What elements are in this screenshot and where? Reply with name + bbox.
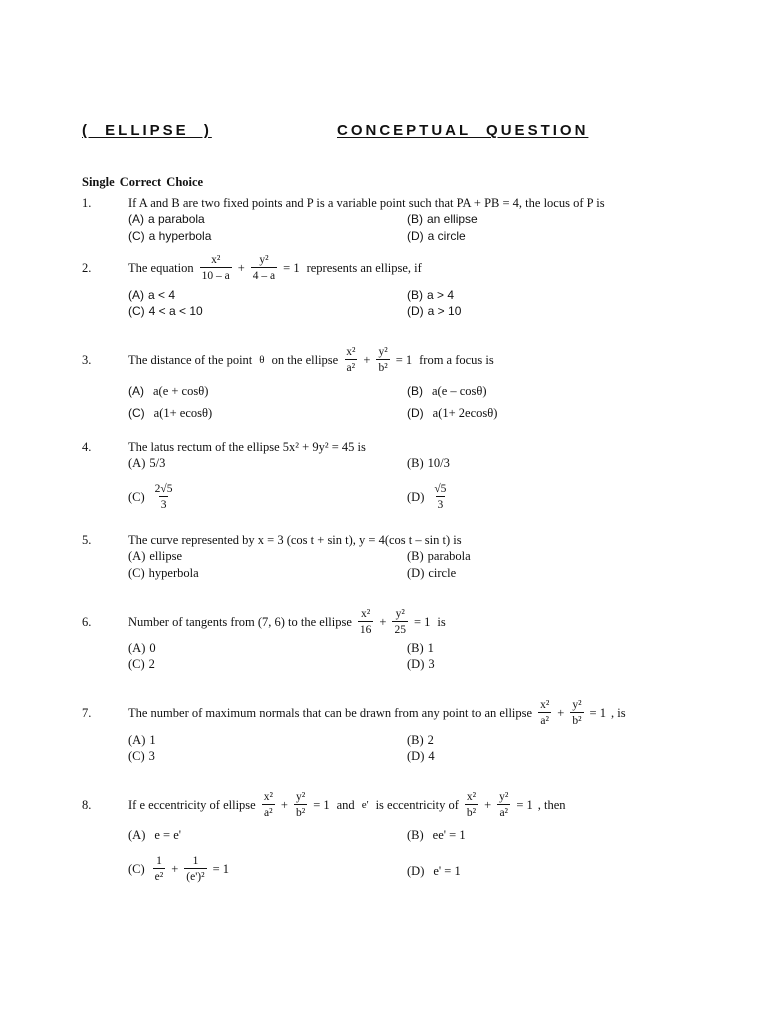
option-c <box>128 748 155 764</box>
option-label: (B) <box>407 384 423 398</box>
fraction-numerator: x² <box>361 607 371 620</box>
fraction-term <box>376 346 389 374</box>
option-text: circle <box>428 565 457 580</box>
option-text: 4 <box>428 748 435 763</box>
option-text: 2 <box>427 732 434 747</box>
option-label: (B) <box>407 640 424 655</box>
fraction-numerator: y² <box>499 790 509 803</box>
option-d <box>407 748 435 764</box>
question-number: 8. <box>82 797 92 812</box>
option-text: a > 10 <box>427 304 462 318</box>
question-text-lead: Number of tangents from (7, 6) to the ellipse <box>128 614 352 629</box>
fraction-numerator: y² <box>395 607 405 620</box>
option-text: e = e' <box>154 827 182 842</box>
option-a <box>128 548 182 564</box>
option-label: (A) <box>128 732 146 747</box>
option-b <box>407 732 434 748</box>
option-label: (C) <box>128 304 145 318</box>
equals-one: = 1 <box>413 614 431 629</box>
option-text: 5/3 <box>149 455 166 470</box>
option-a <box>128 732 156 748</box>
fraction-numerator: x² <box>540 698 550 711</box>
fraction-term <box>251 254 277 282</box>
plus-sign: + <box>557 705 565 720</box>
fraction-term <box>538 699 551 727</box>
topic-heading: ( ELLIPSE ) <box>82 122 212 139</box>
question-text: The latus rectum of the ellipse 5x² + 9y² = 45 is <box>128 439 366 454</box>
option-label: (A) <box>128 455 146 470</box>
option-label: (C) <box>128 406 145 420</box>
fraction-denominator: (e')² <box>184 868 206 883</box>
fraction-numerator: y² <box>259 253 269 266</box>
option-text: hyperbola <box>148 565 199 580</box>
plus-sign: + <box>171 861 179 876</box>
equals-one: = 1 <box>516 797 533 812</box>
question-text-tail: from a focus is <box>419 352 494 367</box>
option-label: (A) <box>128 640 146 655</box>
option-a <box>128 827 181 843</box>
option-text: a(1+ ecosθ) <box>153 405 213 420</box>
option-text: 10/3 <box>427 455 450 470</box>
fraction-numerator: x² <box>346 345 356 358</box>
question-text-mid: and <box>336 797 355 812</box>
question-text-tail: represents an ellipse, if <box>306 260 422 275</box>
option-label: (D) <box>407 565 425 580</box>
option-label: (D) <box>407 656 425 671</box>
option-label: (B) <box>407 288 423 302</box>
option-d <box>407 480 452 514</box>
plus-sign: + <box>363 352 371 367</box>
option-label: (D) <box>407 229 424 243</box>
option-a <box>128 383 208 399</box>
fraction-denominator: 10 – a <box>200 267 232 282</box>
question-text-lead: The distance of the point <box>128 352 253 367</box>
question-text-mid: is eccentricity of <box>375 797 459 812</box>
option-label: (C) <box>128 748 145 763</box>
option-text: a circle <box>427 229 466 243</box>
question-text-lead: The number of maximum normals that can be drawn from any point to an ellipse <box>128 705 533 720</box>
question-text-lead: If e eccentricity of ellipse <box>128 797 256 812</box>
option-text: an ellipse <box>427 212 478 226</box>
fraction-numerator: x² <box>211 253 221 266</box>
option-text: a hyperbola <box>148 229 212 243</box>
equals-one: = 1 <box>395 352 413 367</box>
plus-sign: + <box>237 260 245 275</box>
option-text: 3 <box>148 748 155 763</box>
option-text: a(1+ 2ecosθ) <box>432 405 498 420</box>
option-c <box>128 228 211 244</box>
option-label: (D) <box>407 863 425 878</box>
option-label: (B) <box>407 548 424 563</box>
option-text: 1 <box>427 640 434 655</box>
eccentricity-symbol: e' <box>361 799 369 811</box>
option-d <box>407 565 456 581</box>
option-d <box>407 228 466 244</box>
question-text-tail: is <box>437 614 446 629</box>
option-label: (A) <box>128 827 146 842</box>
fraction-term <box>432 483 448 511</box>
question-number: 6. <box>82 614 92 629</box>
fraction-term <box>153 855 166 883</box>
question-number: 1. <box>82 195 92 210</box>
option-c <box>128 565 199 581</box>
fraction-denominator: 16 <box>358 621 374 636</box>
question-text <box>128 605 446 639</box>
option-text: 3 <box>428 656 435 671</box>
equals-one: = 1 <box>589 705 606 720</box>
plus-sign: + <box>379 614 387 629</box>
fraction-term <box>153 483 175 511</box>
question-text: The curve represented by x = 3 (cos t + sin t), y = 4(cos t – sin t) is <box>128 532 462 547</box>
option-b <box>407 640 434 656</box>
fraction-denominator: a² <box>345 359 358 374</box>
option-text: 4 < a < 10 <box>148 304 203 318</box>
theta-symbol: θ <box>259 354 265 366</box>
plus-sign: + <box>280 797 288 812</box>
option-c <box>128 656 155 672</box>
option-b <box>407 455 450 471</box>
option-label: (B) <box>407 827 424 842</box>
option-label: (B) <box>407 455 424 470</box>
question-text-tail: , then <box>537 797 566 812</box>
option-label: (B) <box>407 732 424 747</box>
option-label: (A) <box>128 212 144 226</box>
section-title: Single Correct Choice <box>82 175 204 189</box>
fraction-denominator: b² <box>465 804 478 819</box>
question-text <box>128 696 626 730</box>
fraction-term <box>344 346 357 374</box>
fraction-term <box>497 791 510 819</box>
option-label: (D) <box>407 304 424 318</box>
option-label: (A) <box>128 384 144 398</box>
fraction-denominator: b² <box>294 804 307 819</box>
equals-one: = 1 <box>313 797 330 812</box>
option-text: a < 4 <box>148 288 176 302</box>
equals-one: = 1 <box>283 260 300 275</box>
fraction-term <box>262 791 275 819</box>
plus-sign: + <box>484 797 492 812</box>
option-d <box>407 863 461 879</box>
question-number: 3. <box>82 352 92 367</box>
option-c <box>128 405 212 421</box>
option-label: (C) <box>128 656 145 671</box>
fraction-numerator: √5 <box>434 482 447 495</box>
option-text: a parabola <box>148 212 205 226</box>
fraction-denominator: 4 – a <box>251 267 277 282</box>
option-text: 1 <box>149 732 156 747</box>
option-label: (C) <box>128 565 145 580</box>
option-label: (D) <box>407 748 425 763</box>
question-text <box>128 343 494 377</box>
option-text: a > 4 <box>427 288 455 302</box>
option-d <box>407 405 497 421</box>
fraction-denominator: a² <box>262 804 275 819</box>
fraction-term <box>184 855 206 883</box>
equals-one: = 1 <box>212 861 230 876</box>
fraction-denominator: 3 <box>159 496 169 511</box>
question-text <box>128 788 566 822</box>
fraction-numerator: y² <box>295 790 306 803</box>
option-b <box>407 548 471 564</box>
option-b <box>407 211 478 227</box>
question-text-lead: The equation <box>128 260 194 275</box>
option-label: (A) <box>128 548 146 563</box>
option-a <box>128 287 175 303</box>
fraction-term <box>294 791 307 819</box>
option-text: 2 <box>148 656 155 671</box>
option-label: (C) <box>128 229 145 243</box>
fraction-numerator: 1 <box>192 854 199 867</box>
option-c <box>128 480 178 514</box>
page-title: CONCEPTUAL QUESTION <box>337 122 589 139</box>
question-number: 5. <box>82 532 92 547</box>
option-text: ee' = 1 <box>432 827 466 842</box>
option-d <box>407 656 435 672</box>
fraction-term <box>570 699 583 727</box>
option-label: (D) <box>407 489 425 504</box>
option-a <box>128 211 205 227</box>
fraction-term <box>200 254 232 282</box>
option-text: a(e – cosθ) <box>432 383 487 398</box>
question-number: 2. <box>82 260 92 275</box>
question-text: If A and B are two fixed points and P is a variable point such that PA + PB = 4, the locus of P is <box>128 195 605 210</box>
question-number: 7. <box>82 705 92 720</box>
option-a <box>128 640 156 656</box>
option-b <box>407 383 487 399</box>
fraction-numerator: y² <box>378 345 388 358</box>
question-number: 4. <box>82 439 92 454</box>
option-text: ellipse <box>149 548 182 563</box>
fraction-denominator: b² <box>376 359 389 374</box>
fraction-denominator: e² <box>153 868 166 883</box>
option-label: (C) <box>128 489 145 504</box>
option-label: (B) <box>407 212 423 226</box>
option-c <box>128 303 203 319</box>
question-text-tail: , is <box>610 705 626 720</box>
option-text: a(e + cosθ) <box>153 383 209 398</box>
option-b <box>407 827 466 843</box>
fraction-term <box>465 791 478 819</box>
option-b <box>407 287 454 303</box>
fraction-denominator: b² <box>570 712 583 727</box>
option-label: (A) <box>128 288 144 302</box>
fraction-term <box>392 608 408 636</box>
option-text: e' = 1 <box>433 863 461 878</box>
option-text: parabola <box>427 548 471 563</box>
option-d <box>407 303 461 319</box>
fraction-numerator: x² <box>466 790 477 803</box>
fraction-denominator: a² <box>538 712 551 727</box>
option-label: (D) <box>407 406 424 420</box>
fraction-denominator: 3 <box>436 496 446 511</box>
option-text: 0 <box>149 640 156 655</box>
option-c <box>128 852 231 886</box>
fraction-term <box>358 608 374 636</box>
fraction-denominator: 25 <box>392 621 408 636</box>
question-text-mid: on the ellipse <box>271 352 339 367</box>
option-label: (C) <box>128 861 145 876</box>
option-a <box>128 455 165 471</box>
fraction-denominator: a² <box>497 804 510 819</box>
fraction-numerator: 2√5 <box>154 482 173 495</box>
question-text <box>128 251 422 285</box>
fraction-numerator: y² <box>572 698 582 711</box>
fraction-numerator: 1 <box>156 854 162 867</box>
fraction-numerator: x² <box>263 790 273 803</box>
